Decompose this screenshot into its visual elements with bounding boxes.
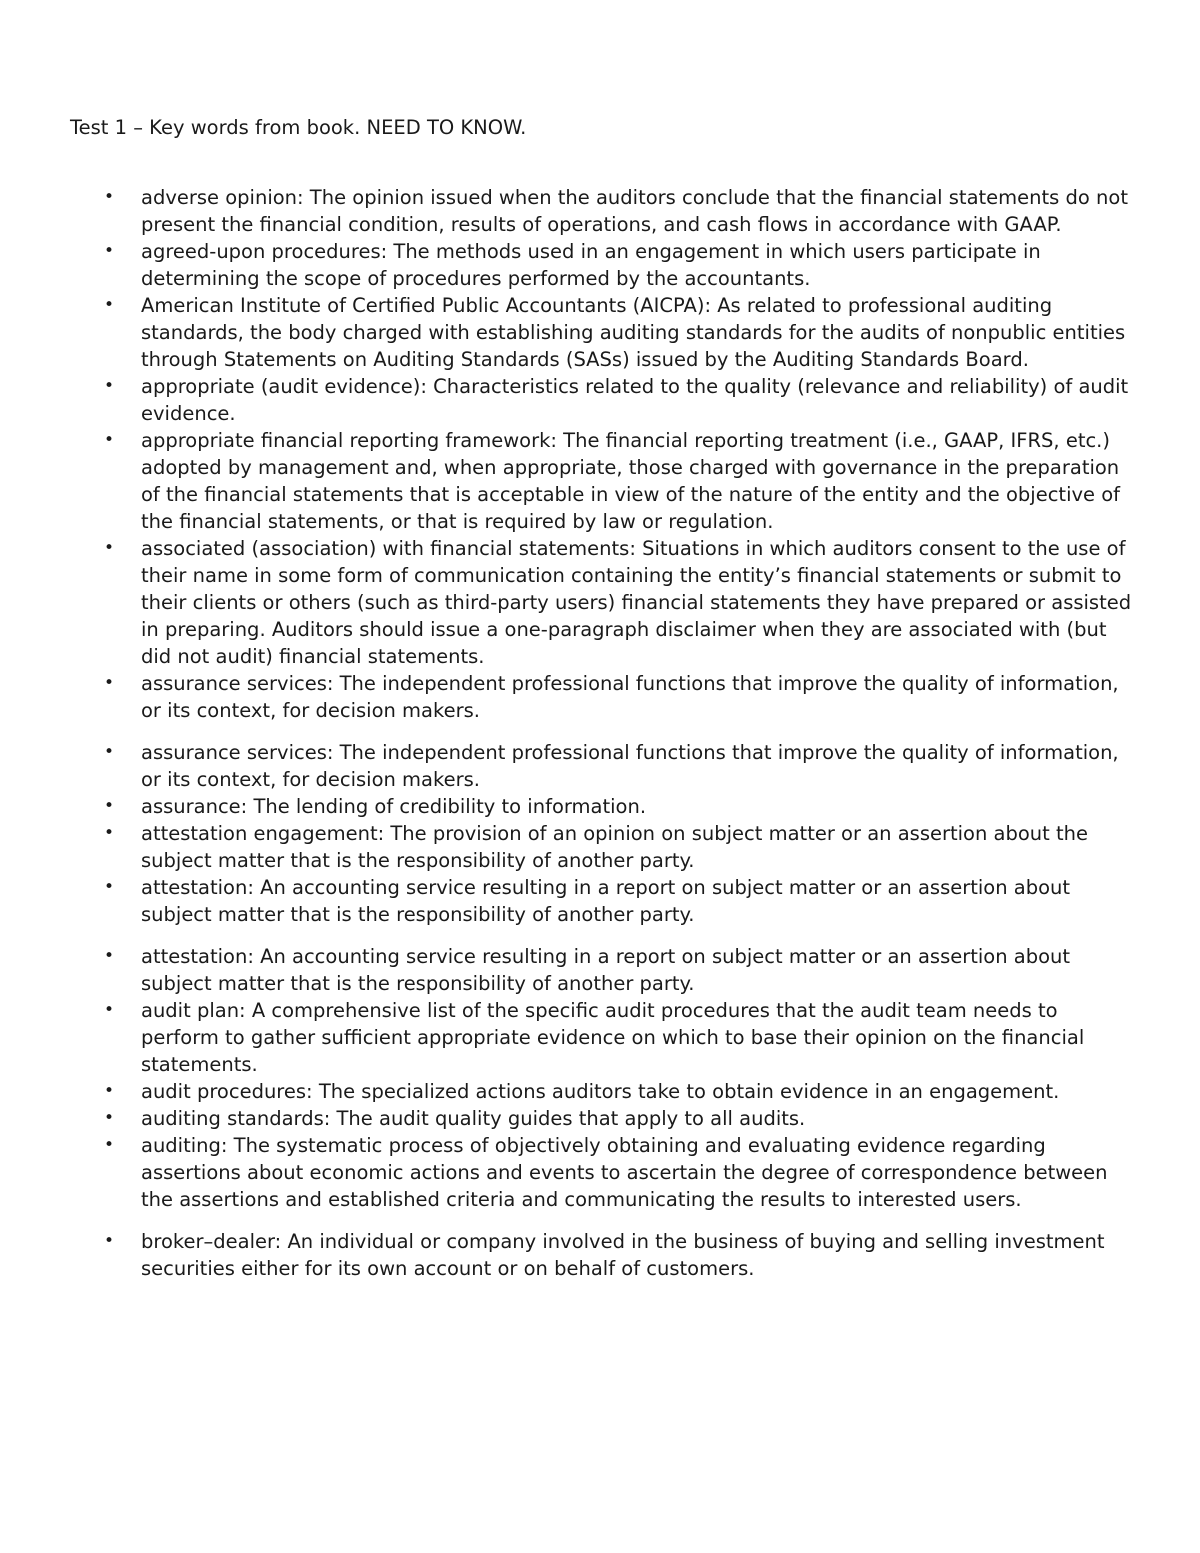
list-item bbox=[0, 1078, 1141, 1105]
bullet-icon: • bbox=[104, 295, 115, 315]
bullet-icon: • bbox=[104, 430, 115, 450]
bullet-icon: • bbox=[104, 742, 115, 762]
bullet-icon: • bbox=[104, 1081, 115, 1101]
bullet-icon: • bbox=[104, 796, 115, 816]
list-item-text: associated (association) with financial statements: Situations in which auditors consent to the use of their name in some form of communication containing the entity’s financial statements or submit to their clients or others (such as third-party users) financial statements they have prepared or assisted in preparing. Auditors should issue a one-paragraph disclaimer when they are associated with (but did not audit) financial statements. bbox=[141, 537, 1132, 668]
bullet-icon: • bbox=[104, 1135, 115, 1155]
list-item-text: audit plan: A comprehensive list of the specific audit procedures that the audit team needs to perform to gather sufficient appropriate evidence on which to base their opinion on the financial statements. bbox=[141, 999, 1085, 1076]
list-item bbox=[0, 997, 1141, 1078]
list-item-text: auditing: The systematic process of objectively obtaining and evaluating evidence regarding assertions about economic actions and events to ascertain the degree of correspondence between the assertions and established criteria and communicating the results to interested users. bbox=[141, 1134, 1108, 1211]
list-item bbox=[0, 1132, 1141, 1213]
list-item bbox=[0, 184, 1141, 238]
bullet-icon: • bbox=[104, 241, 115, 261]
list-item bbox=[0, 739, 1141, 793]
list-item bbox=[0, 292, 1141, 373]
key-terms-list bbox=[0, 184, 1200, 1282]
list-item bbox=[0, 427, 1141, 535]
bullet-icon: • bbox=[104, 538, 115, 558]
list-item bbox=[0, 373, 1141, 427]
list-item bbox=[0, 820, 1141, 874]
list-item bbox=[0, 943, 1141, 997]
list-item bbox=[0, 535, 1141, 670]
bullet-icon: • bbox=[104, 187, 115, 207]
list-item-text: auditing standards: The audit quality guides that apply to all audits. bbox=[141, 1107, 806, 1130]
list-item bbox=[0, 1228, 1141, 1282]
list-item-text: appropriate financial reporting framework: The financial reporting treatment (i.e., GAAP, IFRS, etc.) adopted by management and, when appropriate, those charged with governance in the preparation of the financial statements that is acceptable in view of the nature of the entity and the objective of the financial statements, or that is required by law or regulation. bbox=[141, 429, 1121, 533]
bullet-icon: • bbox=[104, 1000, 115, 1020]
list-item-text: attestation: An accounting service resulting in a report on subject matter or an assertion about subject matter that is the responsibility of another party. bbox=[141, 876, 1071, 926]
list-item-text: appropriate (audit evidence): Characteristics related to the quality (relevance and reliability) of audit evidence. bbox=[141, 375, 1129, 425]
bullet-icon: • bbox=[104, 946, 115, 966]
list-item-text: attestation engagement: The provision of an opinion on subject matter or an assertion about the subject matter that is the responsibility of another party. bbox=[141, 822, 1089, 872]
list-item-text: agreed-upon procedures: The methods used in an engagement in which users participate in determining the scope of procedures performed by the accountants. bbox=[141, 240, 1041, 290]
bullet-icon: • bbox=[104, 1108, 115, 1128]
bullet-icon: • bbox=[104, 877, 115, 897]
list-item bbox=[0, 793, 1141, 820]
list-item bbox=[0, 238, 1141, 292]
bullet-icon: • bbox=[104, 1231, 115, 1251]
list-item-text: attestation: An accounting service resulting in a report on subject matter or an assertion about subject matter that is the responsibility of another party. bbox=[141, 945, 1071, 995]
list-item-text: broker–dealer: An individual or company involved in the business of buying and selling investment securities either for its own account or on behalf of customers. bbox=[141, 1230, 1105, 1280]
list-item-text: assurance: The lending of credibility to information. bbox=[141, 795, 647, 818]
list-item bbox=[0, 874, 1141, 928]
list-item-text: assurance services: The independent professional functions that improve the quality of information, or its context, for decision makers. bbox=[141, 672, 1119, 722]
list-item-text: American Institute of Certified Public Accountants (AICPA): As related to professional auditing standards, the body charged with establishing auditing standards for the audits of nonpublic entities through Statements on Auditing Standards (SASs) issued by the Auditing Standards Board. bbox=[141, 294, 1126, 371]
list-item bbox=[0, 1105, 1141, 1132]
list-item-text: adverse opinion: The opinion issued when the auditors conclude that the financial statements do not present the financial condition, results of operations, and cash flows in accordance with GAAP. bbox=[141, 186, 1128, 236]
document-title: Test 1 – Key words from book. NEED TO KNOW. bbox=[70, 116, 527, 139]
bullet-icon: • bbox=[104, 376, 115, 396]
bullet-icon: • bbox=[104, 823, 115, 843]
bullet-icon: • bbox=[104, 673, 115, 693]
list-item-text: audit procedures: The specialized actions auditors take to obtain evidence in an engagement. bbox=[141, 1080, 1060, 1103]
list-item bbox=[0, 670, 1141, 724]
list-item-text: assurance services: The independent professional functions that improve the quality of information, or its context, for decision makers. bbox=[141, 741, 1119, 791]
